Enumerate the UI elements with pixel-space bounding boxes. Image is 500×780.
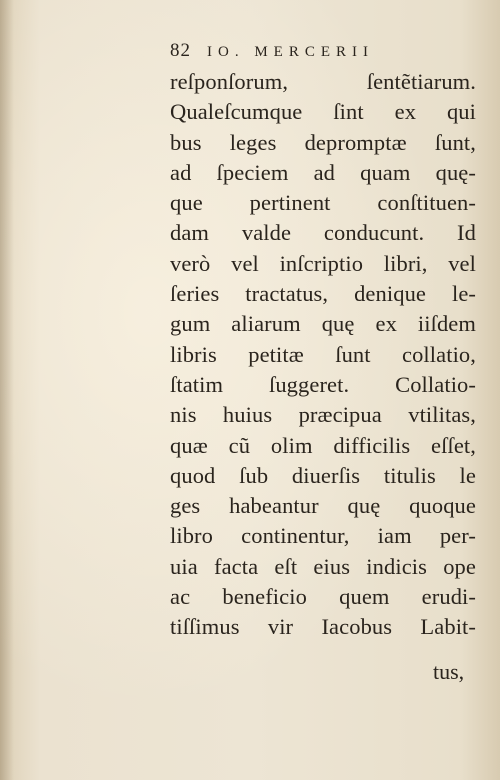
text-line: nis huius præcipua vtilitas, xyxy=(170,402,476,428)
text-line: libro continentur, iam per- xyxy=(170,523,476,549)
text-line: gum aliarum quę ex iiſdem xyxy=(170,311,476,337)
text-line: reſponſorum, ſentẽtiarum. xyxy=(170,69,476,94)
text-line: tiſſimus vir Iacobus Labit- xyxy=(170,614,476,640)
catchword: tus, xyxy=(433,659,465,684)
text-line: quod ſub diuerſis titulis le xyxy=(170,462,476,488)
text-line: verò vel inſcriptio libri, vel xyxy=(170,250,476,276)
text-line: ges habeantur quę quoque xyxy=(170,493,476,519)
text-line: dam valde conducunt. Id xyxy=(170,220,476,246)
text-line: ſtatim ſuggeret. Collatio- xyxy=(170,371,476,397)
running-head-title: IO. MERCERII xyxy=(207,44,374,60)
text-line: libris petitæ ſunt collatio, xyxy=(170,341,476,367)
text-line: bus leges depromptæ ſunt, xyxy=(170,129,476,155)
page-number: 82 xyxy=(170,40,191,61)
page-gutter-shadow xyxy=(0,0,14,780)
running-head xyxy=(170,40,374,66)
text-line: uia facta eſt eius indicis ope xyxy=(170,553,476,579)
body-text xyxy=(170,67,476,643)
text-line: ad ſpeciem ad quam quę- xyxy=(170,159,476,185)
text-line: ac beneficio quem erudi- xyxy=(170,584,476,610)
text-line: ſeries tractatus, denique le- xyxy=(170,281,476,307)
text-line: que pertinent conſtituen- xyxy=(170,190,476,216)
text-line: Qualeſcumque ſint ex qui xyxy=(170,99,476,125)
text-line: quæ cũ olim difficilis eſſet, xyxy=(170,432,476,458)
